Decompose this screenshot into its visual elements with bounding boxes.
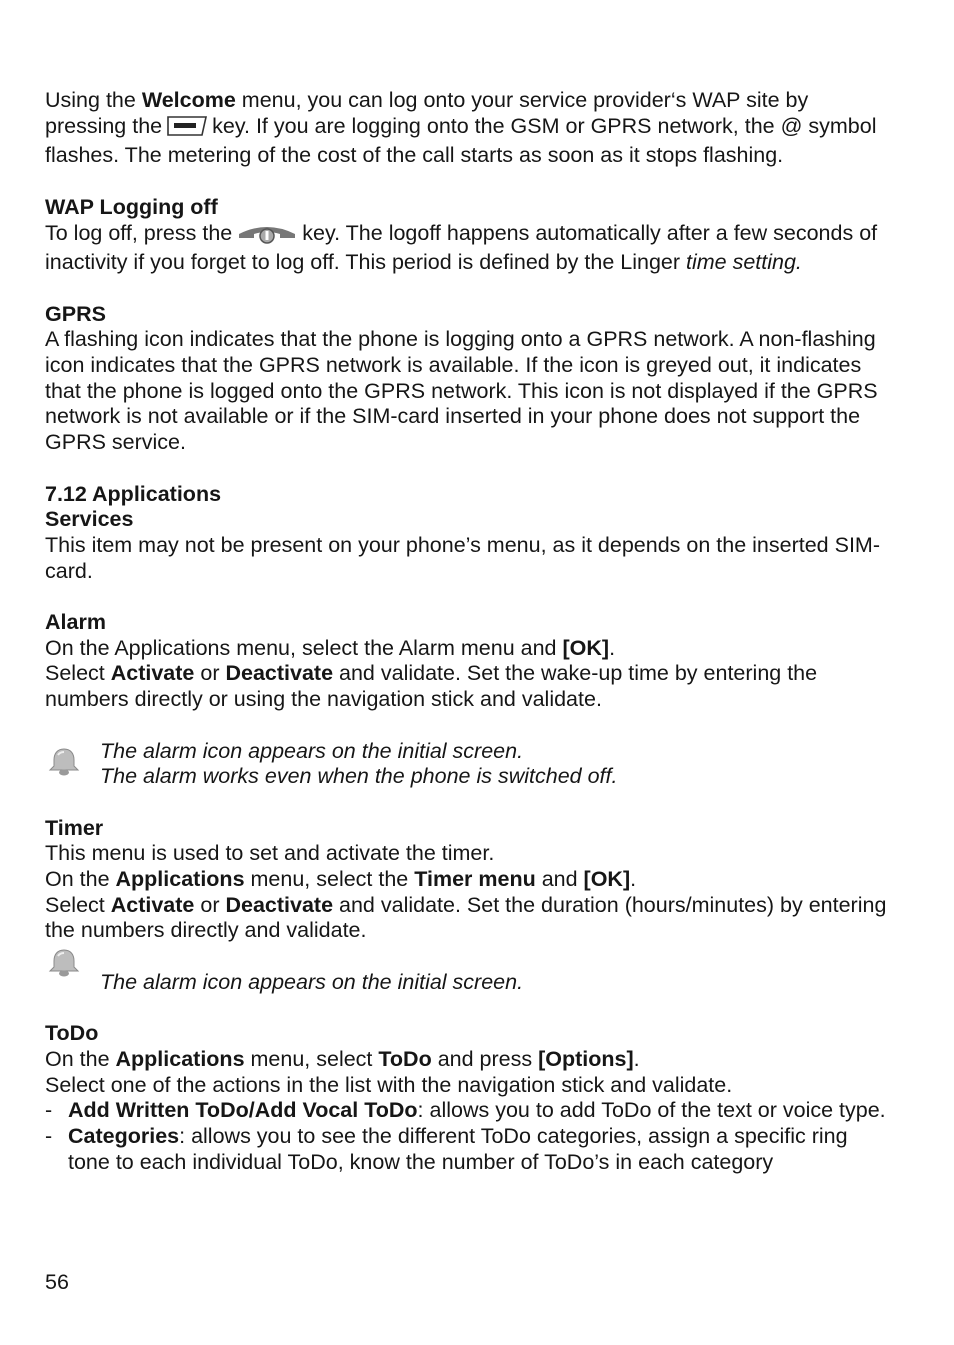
intro-paragraph: Using the Welcome menu, you can log onto your service provider‘s WAP site by pressing the key. If you are logging onto the GSM or GPRS network, the @ symbol flashes. The metering of the cost of the call starts as soon as it stops flashing. [45, 88, 877, 168]
gprs-heading: GPRS [45, 301, 106, 326]
timer-line-2: On the Applications menu, select the Timer menu and [OK]. [45, 867, 637, 891]
alarm-line-2: Select Activate or Deactivate and validate. Set the wake-up time by entering the numbers directly or using the navigation stick and validate. [45, 661, 818, 712]
todo-list-item-1: - Add Written ToDo/Add Vocal ToDo: allows you to add ToDo of the text or voice type. [45, 1098, 886, 1123]
todo-list-item-2: - Categories: allows you to see the different ToDo categories, assign a specific ring tone to each individual ToDo, know the number of ToDo’s in each category [45, 1124, 848, 1174]
alarm-note [45, 739, 895, 790]
menu-key-icon [166, 115, 208, 144]
timer-note [45, 970, 895, 996]
todo-line-2: Select one of the actions in the list with the navigation stick and validate. [45, 1072, 733, 1097]
timer-note-line: The alarm icon appears on the initial screen. [100, 969, 524, 994]
page-content [45, 88, 895, 1175]
section-heading-applications: 7.12 Applications [45, 481, 222, 506]
gprs-paragraph: A flashing icon indicates that the phone is logging onto a GPRS network. A non-flashing icon indicates that the GPRS network is available. If the icon is greyed out, it indicates that the phone is logged onto the GPRS network. This icon is not displayed if the GPRS network is not available or if the SIM-card inserted in your phone does not support the GPRS service. [45, 327, 878, 455]
timer-line-1: This menu is used to set and activate the timer. [45, 841, 495, 866]
page-number: 56 [45, 1270, 69, 1294]
services-heading: Services [45, 507, 134, 532]
todo-heading: ToDo [45, 1021, 99, 1046]
alarm-bell-icon [47, 948, 81, 985]
alarm-note-line-1: The alarm icon appears on the initial screen. [100, 738, 524, 763]
wap-logoff-heading: WAP Logging off [45, 194, 218, 219]
timer-heading: Timer [45, 815, 104, 840]
welcome-term: Welcome [141, 88, 236, 112]
timer-line-3: Select Activate or Deactivate and validate. Set the duration (hours/minutes) by entering the numbers directly and validate. [45, 892, 887, 943]
wap-logoff-paragraph: To log off, press the key. The logoff happens automatically after a few seconds of inactivity if you forget to log off. This period is defined by the Linger time setting. [45, 220, 878, 275]
todo-line-1: On the Applications menu, select ToDo and press [Options]. [45, 1046, 640, 1071]
services-paragraph: This item may not be present on your phone’s menu, as it depends on the inserted SIM-card. [45, 532, 880, 583]
alarm-bell-icon [47, 747, 81, 784]
end-call-key-icon [236, 222, 298, 251]
alarm-note-line-2: The alarm works even when the phone is switched off. [100, 764, 618, 789]
alarm-line-1: On the Applications menu, select the Alarm menu and [OK]. [45, 635, 616, 660]
alarm-heading: Alarm [45, 610, 106, 634]
